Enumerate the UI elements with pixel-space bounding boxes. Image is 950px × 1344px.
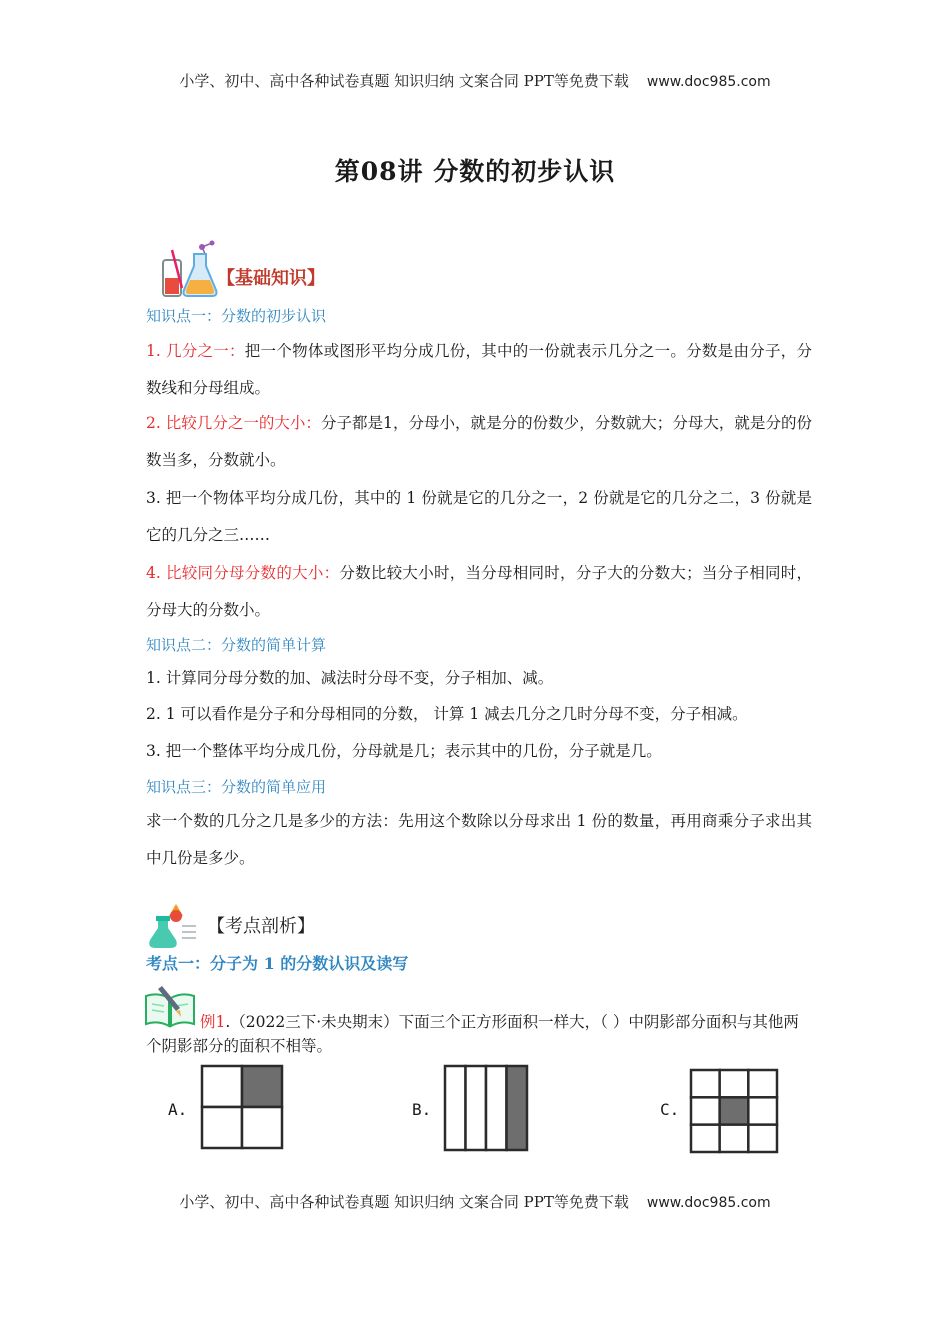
option-c-label[interactable]: C. xyxy=(660,1100,680,1119)
exam-point-1-heading: 考点一：分子为 1 的分数认识及读写 xyxy=(146,954,409,973)
header-text: 小学、初中、高中各种试卷真题 知识归纳 文案合同 PPT等免费下载 xyxy=(179,72,629,90)
option-b-label[interactable]: B. xyxy=(412,1100,432,1119)
example-1-label: 例1 xyxy=(200,1013,226,1031)
kp2-item-2: 2. 1 可以看作是分子和分母相同的分数， 计算 1 减去几分之几时分母不变，分子相减。 xyxy=(146,705,748,723)
kp1-item-3-text: 3. 把一个物体平均分成几份，其中的 1 份就是它的几分之一，2 份就是它的几分之二，3 份就是它的几分之三…… xyxy=(146,489,812,544)
footer-text: 小学、初中、高中各种试卷真题 知识归纳 文案合同 PPT等免费下载 xyxy=(179,1193,629,1211)
figure-cell xyxy=(691,1097,720,1124)
page-footer xyxy=(0,1191,950,1212)
figure-cell xyxy=(445,1066,466,1150)
kp1-item-2 xyxy=(146,405,812,479)
kp1-item-3 xyxy=(146,480,812,554)
kp1-item-4-text: 分数比较大小时，当分母相同时，分子大的分数大；当分子相同时，分母大的分数小。 xyxy=(146,564,812,619)
chemistry-flask-icon xyxy=(148,902,198,952)
figure-cell xyxy=(691,1125,720,1152)
knowledge-point-1-heading: 知识点一：分数的初步认识 xyxy=(146,307,327,325)
kp1-item-4-label: 4. 比较同分母分数的大小： xyxy=(146,564,340,582)
figure-cell xyxy=(691,1070,720,1097)
kp1-item-1-text: 把一个物体或图形平均分成几份，其中的一份就表示几分之一。分数是由分子，分数线和分母组成。 xyxy=(146,342,812,397)
figure-cell xyxy=(720,1097,749,1124)
figure-cell xyxy=(507,1066,528,1150)
example-1-question xyxy=(146,1010,812,1058)
lab-flask-icon xyxy=(158,240,220,300)
figure-cell xyxy=(242,1107,282,1148)
option-b-figure[interactable] xyxy=(443,1064,529,1152)
figure-cell xyxy=(202,1066,242,1107)
page-title: 第08讲 分数的初步认识 xyxy=(334,157,616,186)
kp2-item-3: 3. 把一个整体平均分成几份，分母就是几；表示其中的几份，分子就是几。 xyxy=(146,742,662,760)
kp2-item-1: 1. 计算同分母分数的加、减法时分母不变，分子相加、减。 xyxy=(146,669,554,687)
option-c-figure[interactable] xyxy=(689,1068,779,1154)
kp3-text: 求一个数的几分之几是多少的方法：先用这个数除以分母求出 1 份的数量，再用商乘分子求出其中几份是多少。 xyxy=(146,812,812,867)
figure-cell xyxy=(720,1070,749,1097)
figure-cell xyxy=(486,1066,507,1150)
figure-cell xyxy=(242,1066,282,1107)
kp1-item-2-text: 分子都是1，分母小，就是分的份数少，分数就大；分母大，就是分的份数当多，分数就小。 xyxy=(146,414,813,469)
figure-cell xyxy=(202,1107,242,1148)
kp1-item-1 xyxy=(146,333,812,407)
section-basic-knowledge-title: 【基础知识】 xyxy=(217,268,325,289)
option-a-label[interactable]: A. xyxy=(168,1100,188,1119)
kp1-item-2-label: 2. 比较几分之一的大小： xyxy=(146,414,321,432)
figure-cell xyxy=(466,1066,487,1150)
kp1-item-1-label: 1. 几分之一： xyxy=(146,342,245,360)
kp1-item-4 xyxy=(146,555,812,629)
figure-cell xyxy=(720,1125,749,1152)
page-header xyxy=(0,70,950,91)
knowledge-point-2-heading: 知识点二：分数的简单计算 xyxy=(146,636,327,654)
figure-cell xyxy=(748,1070,777,1097)
knowledge-point-3-heading: 知识点三：分数的简单应用 xyxy=(146,778,327,796)
figure-cell xyxy=(748,1125,777,1152)
footer-url[interactable]: www.doc985.com xyxy=(646,1195,771,1211)
example-1-text: .（2022三下·未央期末）下面三个正方形面积一样大，（ ）中阴影部分面积与其他两个阴影部分的面积不相等。 xyxy=(146,1013,799,1055)
header-url[interactable]: www.doc985.com xyxy=(646,74,771,90)
option-a-figure[interactable] xyxy=(200,1064,284,1150)
section-exam-analysis-title: 【考点剖析】 xyxy=(207,916,315,937)
figure-cell xyxy=(748,1097,777,1124)
